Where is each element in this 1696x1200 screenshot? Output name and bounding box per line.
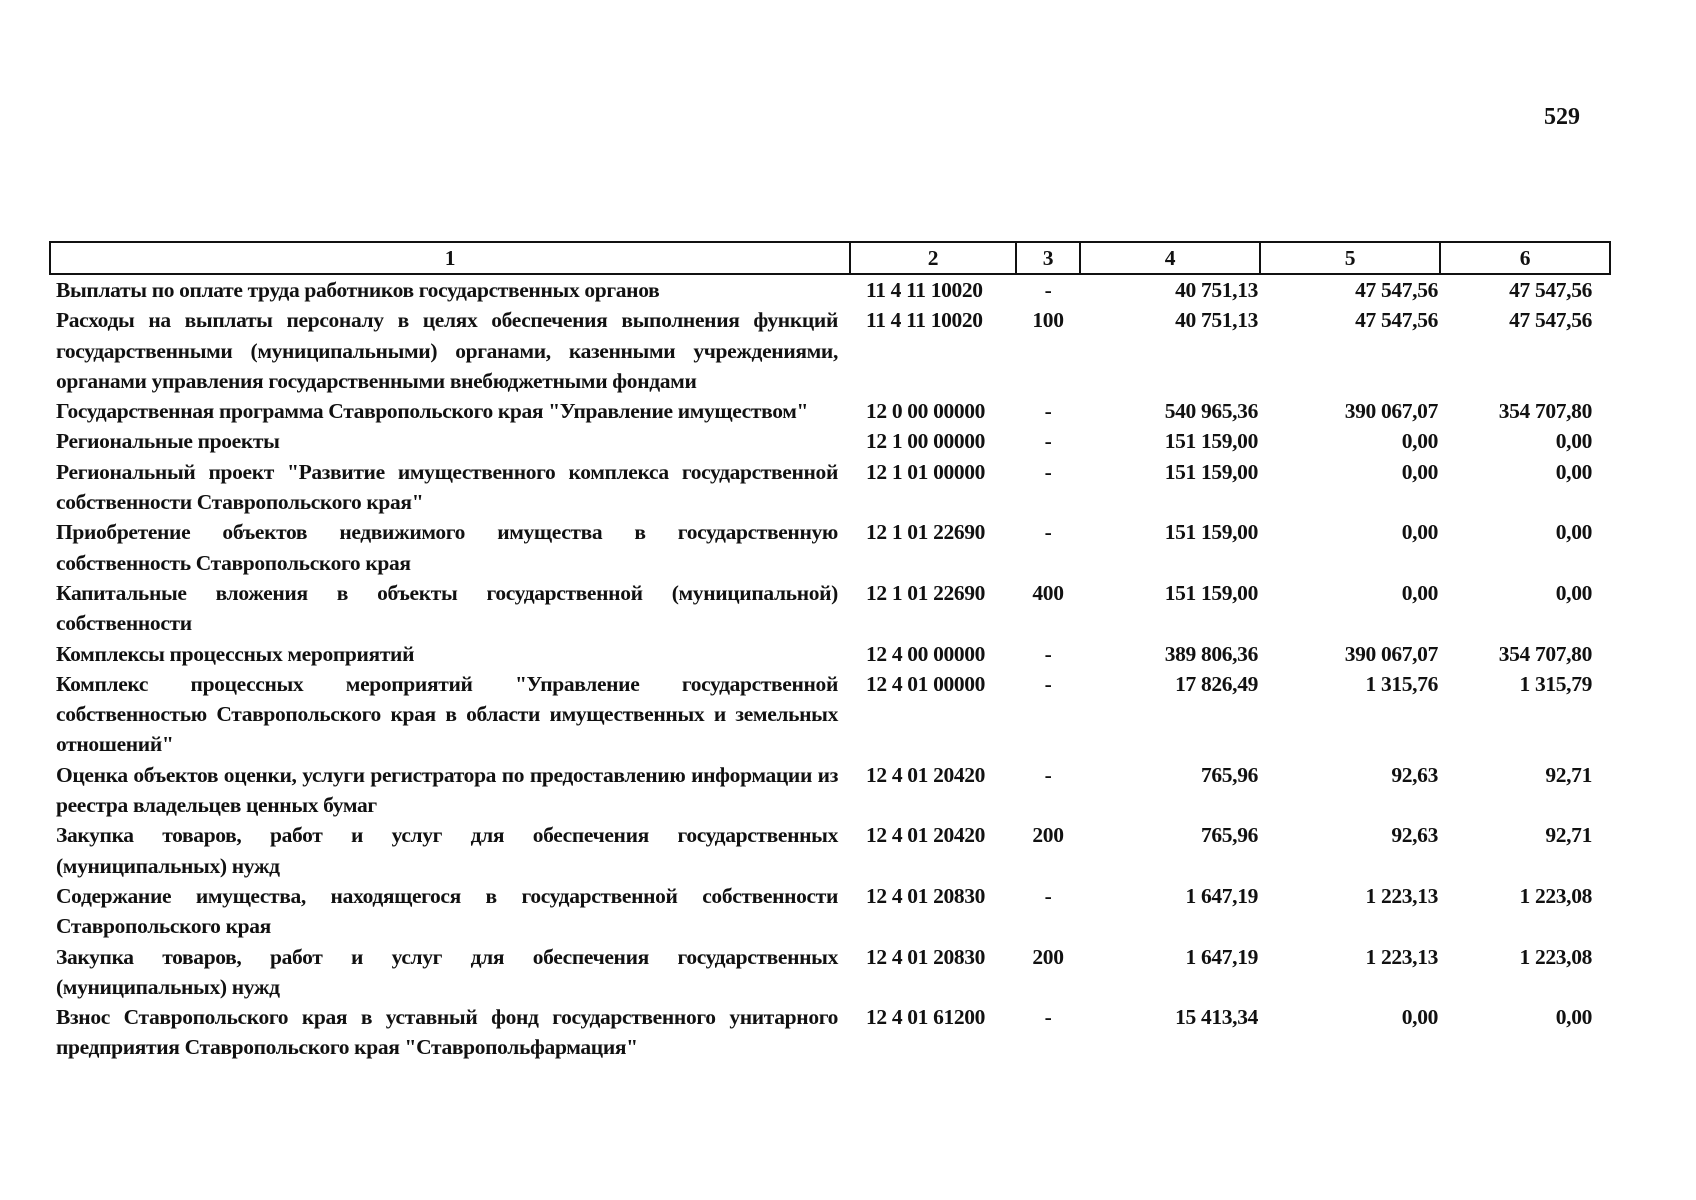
- row-code: 12 4 01 20830: [866, 944, 986, 969]
- row-value-col4: 765,96: [1200, 762, 1258, 787]
- row-expense-type: -: [1044, 429, 1052, 454]
- budget-table: [49, 241, 1611, 1063]
- row-code: 12 4 00 00000: [866, 641, 986, 666]
- row-code: 12 0 00 00000: [866, 399, 986, 424]
- header-col-3: 3: [1016, 242, 1080, 274]
- row-value-col4: 151 159,00: [1164, 459, 1258, 484]
- table-row: [50, 639, 1610, 669]
- row-expense-type: -: [1044, 520, 1052, 545]
- row-code: 12 4 01 20420: [866, 823, 986, 848]
- row-value-col5: 0,00: [1401, 429, 1438, 454]
- row-value-col6: 1 223,08: [1519, 944, 1592, 969]
- row-name: Капитальные вложения в объекты государственной (муниципальной) собственности: [56, 580, 838, 636]
- row-expense-type: -: [1044, 762, 1052, 787]
- row-value-col5: 390 067,07: [1344, 641, 1438, 666]
- row-value-col4: 40 751,13: [1175, 308, 1258, 333]
- row-code: 12 1 01 22690: [866, 520, 986, 545]
- row-value-col5: 47 547,56: [1355, 308, 1438, 333]
- row-code: 11 4 11 10020: [866, 278, 983, 302]
- row-value-col4: 1 647,19: [1185, 944, 1258, 969]
- row-expense-type: 400: [1032, 580, 1064, 605]
- row-value-col5: 0,00: [1401, 580, 1438, 605]
- table-row: [50, 881, 1610, 942]
- row-code: 12 4 01 61200: [866, 1005, 986, 1030]
- row-expense-type: -: [1044, 1005, 1052, 1030]
- row-value-col5: 0,00: [1401, 520, 1438, 545]
- row-value-col6: 0,00: [1555, 520, 1592, 545]
- row-name: Региональные проекты: [56, 429, 280, 454]
- row-expense-type: -: [1044, 399, 1052, 424]
- row-value-col6: 0,00: [1555, 580, 1592, 605]
- table-row: [50, 760, 1610, 821]
- row-value-col6: 0,00: [1555, 459, 1592, 484]
- row-value-col4: 15 413,34: [1175, 1005, 1258, 1030]
- row-value-col6: 1 223,08: [1519, 883, 1592, 908]
- table-row: [50, 942, 1610, 1003]
- table-row: [50, 820, 1610, 881]
- row-value-col6: 0,00: [1555, 429, 1592, 454]
- table-row: [50, 396, 1610, 426]
- row-value-col4: 151 159,00: [1164, 429, 1258, 454]
- row-code: 12 1 01 00000: [866, 459, 986, 484]
- row-name: Выплаты по оплате труда работников государственных органов: [56, 278, 660, 302]
- row-code: 12 1 01 22690: [866, 580, 986, 605]
- row-value-col4: 389 806,36: [1164, 641, 1258, 666]
- row-value-col4: 17 826,49: [1175, 671, 1258, 696]
- row-value-col5: 47 547,56: [1355, 278, 1438, 302]
- row-value-col4: 1 647,19: [1185, 883, 1258, 908]
- row-value-col6: 0,00: [1555, 1005, 1592, 1030]
- row-name: Содержание имущества, находящегося в государственной собственности Ставропольского края: [56, 883, 838, 939]
- page-number: 529: [1544, 104, 1580, 130]
- row-code: 12 4 01 20420: [866, 762, 986, 787]
- row-value-col5: 92,63: [1391, 762, 1438, 787]
- row-name: Приобретение объектов недвижимого имущества в государственную собственность Ставропольского края: [56, 520, 838, 575]
- row-name: Комплекс процессных мероприятий "Управление государственной собственностью Ставропольского края в области имущественных и земельных отношений": [56, 671, 838, 757]
- row-value-col6: 92,71: [1545, 823, 1592, 848]
- table-row: [50, 1002, 1610, 1063]
- header-col-4: 4: [1080, 242, 1260, 274]
- table-row: [50, 426, 1610, 456]
- row-expense-type: 100: [1032, 308, 1064, 333]
- row-expense-type: 200: [1032, 944, 1064, 969]
- row-expense-type: 200: [1032, 823, 1064, 848]
- table-row: [50, 274, 1610, 305]
- row-value-col5: 1 223,13: [1365, 944, 1438, 969]
- row-value-col5: 92,63: [1391, 823, 1438, 848]
- row-code: 12 1 00 00000: [866, 429, 986, 454]
- row-name: Закупка товаров, работ и услуг для обеспечения государственных (муниципальных) нужд: [56, 823, 838, 878]
- row-expense-type: -: [1044, 459, 1052, 484]
- table-row: [50, 457, 1610, 518]
- header-col-6: 6: [1440, 242, 1610, 274]
- row-name: Расходы на выплаты персоналу в целях обеспечения выполнения функций государственными (муниципальными) органами, казенными учреждениями, органами управления государственными внебюджетными фондами: [56, 308, 838, 393]
- table-row: [50, 669, 1610, 760]
- row-code: 11 4 11 10020: [866, 308, 983, 333]
- row-value-col4: 151 159,00: [1164, 520, 1258, 545]
- row-name: Региональный проект "Развитие имущественного комплекса государственной собственности Ставропольского края": [56, 459, 838, 515]
- row-value-col5: 390 067,07: [1344, 399, 1438, 424]
- row-value-col6: 354 707,80: [1498, 641, 1592, 666]
- table-header: [50, 242, 1610, 274]
- row-code: 12 4 01 20830: [866, 883, 986, 908]
- header-col-1: 1: [50, 242, 850, 274]
- row-name: Закупка товаров, работ и услуг для обеспечения государственных (муниципальных) нужд: [56, 944, 838, 999]
- table-row: [50, 578, 1610, 639]
- table-body: [50, 274, 1610, 1063]
- row-expense-type: -: [1044, 278, 1052, 302]
- row-expense-type: -: [1044, 641, 1052, 666]
- header-col-5: 5: [1260, 242, 1440, 274]
- row-value-col5: 0,00: [1401, 1005, 1438, 1030]
- row-value-col5: 1 315,76: [1365, 671, 1438, 696]
- header-col-2: 2: [850, 242, 1016, 274]
- table-row: [50, 305, 1610, 396]
- row-name: Комплексы процессных мероприятий: [56, 641, 415, 666]
- row-value-col6: 354 707,80: [1498, 399, 1592, 424]
- row-name: Оценка объектов оценки, услуги регистратора по предоставлению информации из реестра владельцев ценных бумаг: [56, 762, 838, 818]
- row-value-col4: 40 751,13: [1175, 278, 1258, 302]
- row-value-col4: 540 965,36: [1164, 399, 1258, 424]
- row-value-col5: 0,00: [1401, 459, 1438, 484]
- row-value-col6: 47 547,56: [1509, 308, 1592, 333]
- row-value-col4: 151 159,00: [1164, 580, 1258, 605]
- row-expense-type: -: [1044, 883, 1052, 908]
- header-row: [50, 242, 1610, 274]
- row-expense-type: -: [1044, 671, 1052, 696]
- row-code: 12 4 01 00000: [866, 671, 986, 696]
- row-value-col4: 765,96: [1200, 823, 1258, 848]
- row-name: Государственная программа Ставропольского края "Управление имуществом": [56, 399, 809, 424]
- row-value-col6: 1 315,79: [1519, 671, 1592, 696]
- row-value-col6: 92,71: [1545, 762, 1592, 787]
- row-value-col5: 1 223,13: [1365, 883, 1438, 908]
- row-name: Взнос Ставропольского края в уставный фонд государственного унитарного предприятия Ставропольского края "Ставропольфармация": [56, 1005, 838, 1060]
- table-row: [50, 517, 1610, 578]
- row-value-col6: 47 547,56: [1509, 278, 1592, 302]
